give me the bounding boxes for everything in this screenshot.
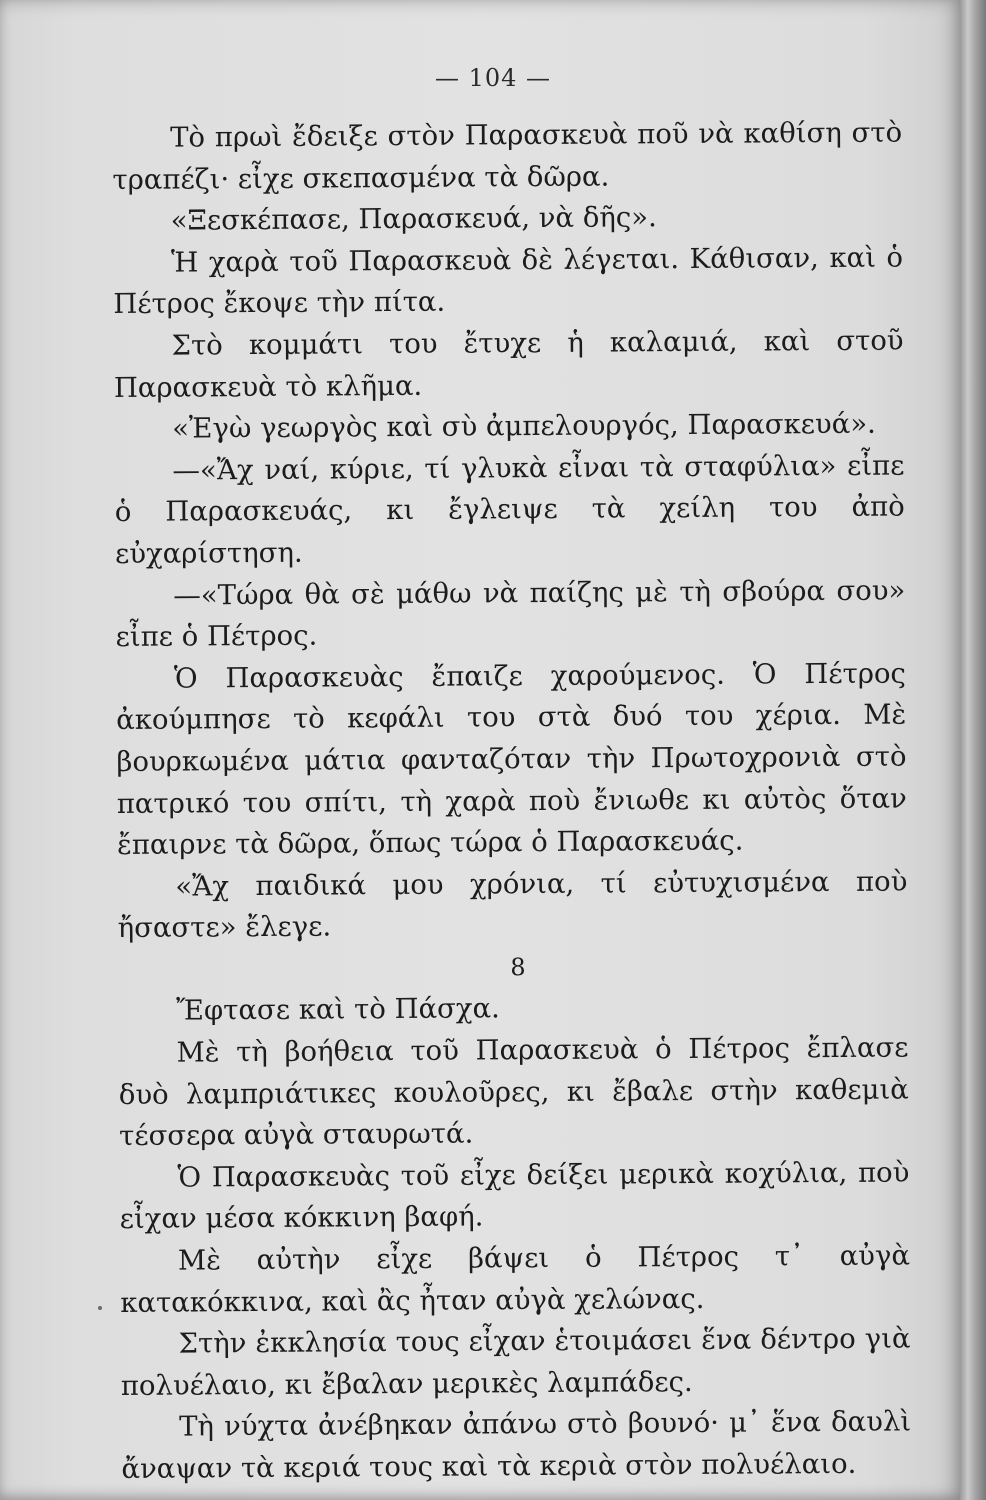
paragraph: Ἡ χαρὰ τοῦ Παρασκευὰ δὲ λέγεται. Κάθισαν, καὶ ὁ Πέτρος ἔκοψε τὴν πίτα. (113, 241, 904, 321)
paragraph: Στὴν ἐκκλησία τους εἶχαν ἑτοιμάσει ἕνα δέντρο γιὰ πολυέλαιο, κι ἔβαλαν μερικὲς λαμπάδες. (120, 1322, 911, 1402)
page-number: — 104 — (434, 64, 552, 92)
paragraph: Τὸ πρωὶ ἔδειξε στὸν Παρασκευὰ ποῦ νὰ καθίση στὸ τραπέζι· εἶχε σκεπασμένα τὰ δῶρα. (112, 116, 903, 196)
paragraph: Ὁ Παρασκευὰς ἔπαιζε χαρούμενος. Ὁ Πέτρος ἀκούμπησε τὸ κεφάλι του στὰ δυό του χέρια. Μὲ βουρκωμένα μάτια φανταζόταν τὴν Πρωτοχρονιὰ στὸ πατρικό του σπίτι, τὴ χαρὰ ποὺ ἔνιωθε κι αὐτὸς ὅταν ἔπαιρνε τὰ δῶρα, ὅπως τώρα ὁ Παρασκευάς. (116, 657, 907, 862)
section-number: 8 (510, 953, 526, 982)
paragraph: Ὁ Παρασκευὰς τοῦ εἶχε δείξει μερικὰ κοχύλια, ποὺ εἶχαν μέσα κόκκινη βαφή. (119, 1156, 910, 1236)
page-text (112, 112, 912, 1490)
paragraph: «Ξεσκέπασε, Παρασκευά, νὰ δῆς». (170, 201, 657, 237)
page-edge (960, 0, 986, 1500)
paper-speck (98, 1306, 102, 1310)
paragraph: «Ἄχ παιδικά μου χρόνια, τί εὐτυχισμένα ποὺ ἤσαστε» ἔλεγε. (117, 865, 908, 945)
paragraph: Μὲ αὐτὴν εἶχε βάψει ὁ Πέτρος τ᾽ αὐγὰ κατακόκκινα, καὶ ἂς ἦταν αὐγὰ χελώνας. (120, 1239, 911, 1319)
paragraph: Μὲ τὴ βοήθεια τοῦ Παρασκευὰ ὁ Πέτρος ἔπλασε δυὸ λαμπριάτικες κουλοῦρες, κι ἔβαλε στὴν καθεμιὰ τέσσερα αὐγὰ σταυρωτά. (118, 1031, 909, 1153)
paragraph: Ἔφτασε καὶ τὸ Πάσχα. (176, 992, 500, 1028)
paragraph: «Ἐγὼ γεωργὸς καὶ σὺ ἀμπελουργός, Παρασκευά». (172, 407, 876, 445)
paragraph: —«Τώρα θὰ σὲ μάθω νὰ παίζης μὲ τὴ σβούρα σου» εἶπε ὁ Πέτρος. (115, 574, 906, 654)
paragraph: —«Ἄχ ναί, κύριε, τί γλυκὰ εἶναι τὰ σταφύλια» εἶπε ὁ Παρασκευάς, κι ἔγλειψε τὰ χείλη του ἀπὸ εὐχαρίστηση. (114, 449, 905, 570)
paragraph: Στὸ κομμάτι του ἔτυχε ἡ καλαμιά, καὶ στοῦ Παρασκευὰ τὸ κλῆμα. (113, 324, 904, 404)
paragraph: Τὴ νύχτα ἀνέβηκαν ἀπάνω στὸ βουνό· μ᾽ ἕνα δαυλὶ ἄναψαν τὰ κεριά τους καὶ τὰ κεριὰ στὸν πολυέλαιο. (121, 1405, 912, 1485)
